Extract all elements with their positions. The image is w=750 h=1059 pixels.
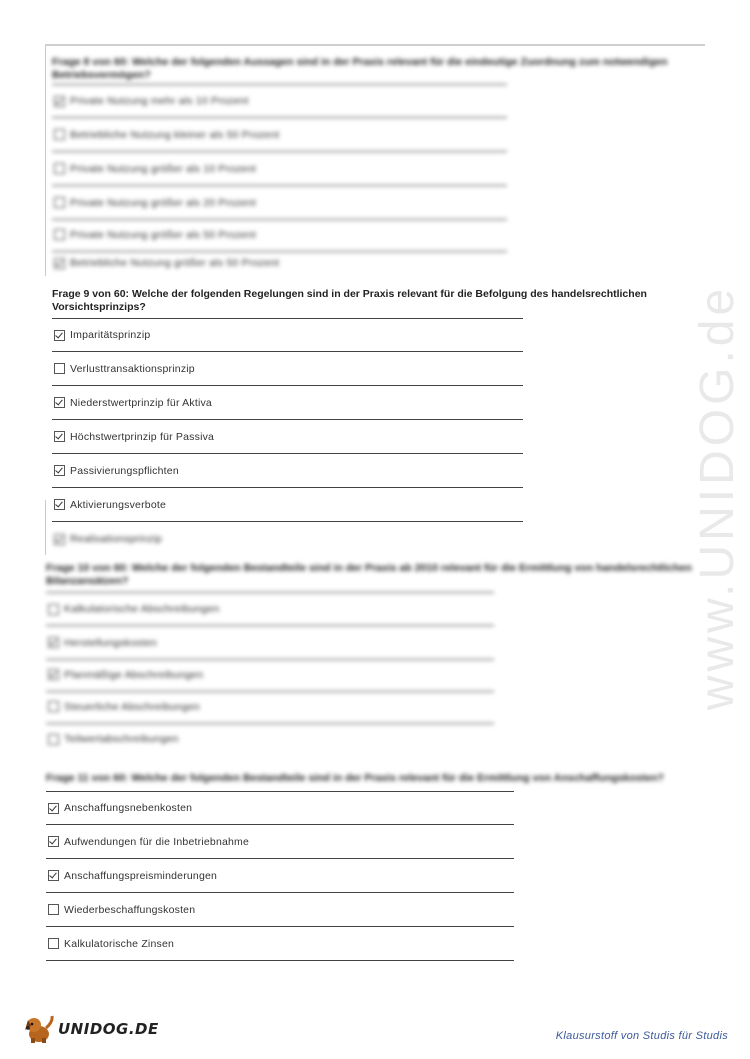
checkbox[interactable] [54, 465, 65, 476]
option-label: Anschaffungsnebenkosten [64, 802, 193, 814]
checkbox[interactable] [48, 904, 59, 915]
checkbox[interactable] [48, 637, 59, 648]
q8-option-3[interactable] [52, 152, 507, 186]
option-label: Private Nutzung größer als 10 Prozent [70, 162, 256, 175]
checkbox[interactable] [54, 163, 65, 174]
q9-option-5[interactable] [52, 454, 523, 488]
q11-option-4[interactable] [46, 893, 514, 927]
q8-option-5[interactable] [52, 218, 507, 252]
option-label: Verlusttransaktionsprinzip [70, 362, 195, 375]
checkbox[interactable] [54, 197, 65, 208]
q11-title: Frage 11 von 60: Welche der folgenden Bestandteile sind in der Praxis relevant für die Ermittlung von Anschaffungskosten? [46, 772, 664, 784]
checkbox[interactable] [48, 734, 59, 745]
checkbox[interactable] [54, 499, 65, 510]
checkbox[interactable] [54, 258, 65, 269]
q9-option-1[interactable] [52, 318, 523, 352]
checkbox[interactable] [48, 938, 59, 949]
q9-option-3[interactable] [52, 386, 523, 420]
q9-option-2[interactable] [52, 352, 523, 386]
checkbox[interactable] [54, 330, 65, 341]
checkbox[interactable] [48, 803, 59, 814]
checkbox[interactable] [54, 431, 65, 442]
option-label: Kalkulatorische Abschreibungen [64, 603, 220, 615]
option-label: Aktivierungsverbote [70, 498, 167, 511]
option-label: Aufwendungen für die Inbetriebnahme [64, 835, 250, 848]
dog-icon [22, 1014, 56, 1044]
unidog-logo[interactable] [22, 1014, 159, 1044]
footer-tagline: Klausurstoff von Studis für Studis [555, 1030, 728, 1042]
checkbox[interactable] [48, 836, 59, 847]
checkbox[interactable] [54, 229, 65, 240]
option-label: Betriebliche Nutzung größer als 50 Prozent [70, 257, 280, 269]
checkbox[interactable] [48, 701, 59, 712]
q9-option-4[interactable] [52, 420, 523, 454]
option-label: Betriebliche Nutzung kleiner als 50 Prozent [70, 128, 280, 141]
q10-option-1[interactable] [46, 592, 494, 626]
checkbox[interactable] [54, 363, 65, 374]
option-label: Steuerliche Abschreibungen [64, 700, 200, 713]
option-label: Private Nutzung mehr als 10 Prozent [70, 95, 249, 107]
checkbox[interactable] [54, 96, 65, 107]
q8-title: Frage 8 von 60: Welche der folgenden Aussagen sind in der Praxis relevant für die eindeutige Zuordnung zum notwendigen Betriebsvermögen? [52, 56, 668, 81]
q11-option-1[interactable] [46, 791, 514, 825]
q11-option-5[interactable] [46, 927, 514, 961]
option-label: Herstellungskosten [64, 636, 157, 649]
top-rule [45, 44, 705, 46]
left-rule [45, 46, 46, 276]
q10-option-2[interactable] [46, 626, 494, 660]
q8-option-6[interactable] [52, 250, 507, 276]
q11-option-3[interactable] [46, 859, 514, 893]
option-label: Höchstwertprinzip für Passiva [70, 430, 215, 443]
checkbox[interactable] [48, 669, 59, 680]
checkbox[interactable] [54, 534, 65, 545]
option-label: Passivierungspflichten [70, 464, 179, 477]
q10-option-3[interactable] [46, 658, 494, 692]
logo-text: UNIDOG.DE [58, 1020, 159, 1038]
option-label: Realisationsprinzip [70, 533, 162, 545]
option-label: Imparitätsprinzip [70, 329, 151, 341]
option-label: Kalkulatorische Zinsen [64, 937, 175, 950]
q8-option-2[interactable] [52, 118, 507, 152]
q8-option-4[interactable] [52, 186, 507, 220]
left-rule [45, 500, 46, 555]
q10-title: Frage 10 von 60: Welche der folgenden Bestandteile sind in der Praxis ab 2010 relevant für die Ermittlung von handelsrechtlichen Bilanzansätzen? [46, 562, 692, 587]
q10-option-5[interactable] [46, 722, 494, 756]
q10-option-4[interactable] [46, 690, 494, 724]
option-label: Private Nutzung größer als 20 Prozent [70, 196, 256, 209]
option-label: Anschaffungspreisminderungen [64, 869, 218, 882]
option-label: Wiederbeschaffungskosten [64, 903, 196, 916]
q11-option-2[interactable] [46, 825, 514, 859]
q9-option-6[interactable] [52, 488, 523, 522]
option-label: Niederstwertprinzip für Aktiva [70, 396, 212, 409]
option-label: Teilwertabschreibungen [64, 733, 179, 745]
q8-option-1[interactable] [52, 84, 507, 118]
checkbox[interactable] [48, 870, 59, 881]
watermark: www.UNIDOG.de [690, 284, 744, 711]
option-label: Private Nutzung größer als 50 Prozent [70, 228, 256, 241]
checkbox[interactable] [54, 129, 65, 140]
q9-title: Frage 9 von 60: Welche der folgenden Regelungen sind in der Praxis relevant für die Befolgung des handelsrechtlichen Vorsichtsprinzips? [52, 288, 647, 313]
q9-option-7[interactable] [52, 522, 523, 556]
checkbox[interactable] [48, 604, 59, 615]
checkbox[interactable] [54, 397, 65, 408]
option-label: Planmäßige Abschreibungen [64, 668, 204, 681]
